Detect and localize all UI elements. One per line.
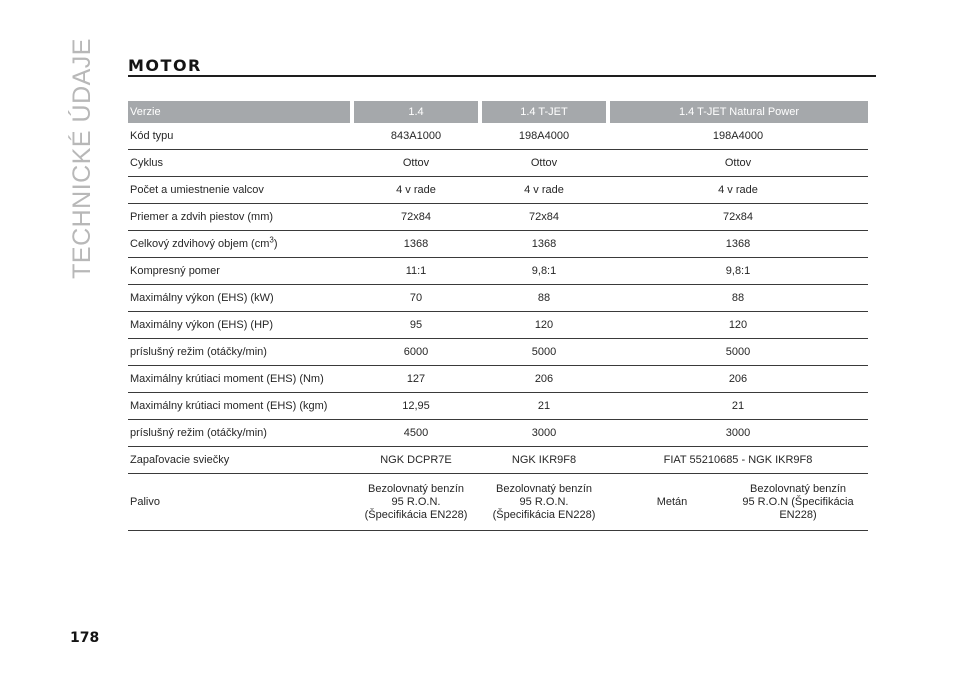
cell-value: 5000 bbox=[480, 339, 608, 366]
cell-value: 6000 bbox=[352, 339, 480, 366]
cell-value: 120 bbox=[480, 312, 608, 339]
fuel-line: 95 R.O.N (Špecifikácia bbox=[742, 495, 854, 508]
cell-value: 21 bbox=[608, 393, 868, 420]
cell-value: 3000 bbox=[480, 420, 608, 447]
row-label: Palivo bbox=[128, 474, 352, 531]
row-label: Celkový zdvihový objem $(cm^3)$ bbox=[128, 231, 352, 258]
fuel-line: Bezolovnatý benzín bbox=[749, 482, 846, 495]
fuel-line: Bezolovnatý benzín bbox=[495, 482, 592, 495]
fuel-line: (Špecifikácia EN228) bbox=[492, 508, 596, 521]
cell-value: Ottov bbox=[608, 150, 868, 177]
cell-value: 72x84 bbox=[352, 204, 480, 231]
table-row bbox=[128, 258, 868, 285]
cell-value: 72x84 bbox=[608, 204, 868, 231]
cell-value: NGK IKR9F8 bbox=[480, 447, 608, 474]
table-row bbox=[128, 447, 868, 474]
engine-spec-table bbox=[128, 101, 868, 531]
cell-value: 95 bbox=[352, 312, 480, 339]
cell-value: 1368 bbox=[480, 231, 608, 258]
page-number: 178 bbox=[70, 630, 100, 646]
title-divider bbox=[128, 75, 876, 77]
cell-value: 206 bbox=[480, 366, 608, 393]
fuel-petrol bbox=[732, 483, 864, 522]
chapter-title-vertical: TECHNICKÉ ÚDAJE bbox=[68, 38, 96, 279]
row-label: Priemer a zdvih piestov (mm) bbox=[128, 204, 352, 231]
row-label: Počet a umiestnenie valcov bbox=[128, 177, 352, 204]
fuel-col-3 bbox=[608, 474, 868, 531]
cell-value: 12,95 bbox=[352, 393, 480, 420]
table-row bbox=[128, 420, 868, 447]
fuel-col-2 bbox=[480, 474, 608, 531]
cell-value: Ottov bbox=[352, 150, 480, 177]
fuel-line: Bezolovnatý benzín bbox=[367, 482, 464, 495]
table-row bbox=[128, 150, 868, 177]
cell-value: FIAT 55210685 - NGK IKR9F8 bbox=[608, 447, 868, 474]
fuel-col-1 bbox=[352, 474, 480, 531]
row-label: Cyklus bbox=[128, 150, 352, 177]
fuel-line: (Špecifikácia EN228) bbox=[364, 508, 468, 521]
fuel-line: EN228) bbox=[779, 508, 817, 521]
cell-value: 206 bbox=[608, 366, 868, 393]
table-row bbox=[128, 285, 868, 312]
cell-value: NGK DCPR7E bbox=[352, 447, 480, 474]
table-row bbox=[128, 393, 868, 420]
header-col-2: 1.4 T-JET bbox=[480, 101, 608, 123]
row-label: príslušný režim (otáčky/min) bbox=[128, 339, 352, 366]
cell-value: 88 bbox=[608, 285, 868, 312]
cell-value: 11:1 bbox=[352, 258, 480, 285]
cell-value: 70 bbox=[352, 285, 480, 312]
cell-value: Ottov bbox=[480, 150, 608, 177]
table-row bbox=[128, 123, 868, 150]
cell-value: 198A4000 bbox=[608, 123, 868, 150]
table-row bbox=[128, 312, 868, 339]
row-label: Maximálny výkon (EHS) (kW) bbox=[128, 285, 352, 312]
table-row bbox=[128, 231, 868, 258]
cell-value: 21 bbox=[480, 393, 608, 420]
table-row-fuel bbox=[128, 474, 868, 531]
cell-value: 88 bbox=[480, 285, 608, 312]
fuel-line: 95 R.O.N. bbox=[391, 495, 441, 508]
cell-value: 4500 bbox=[352, 420, 480, 447]
cell-value: 4 v rade bbox=[352, 177, 480, 204]
cell-value: 843A1000 bbox=[352, 123, 480, 150]
row-label: Maximálny výkon (EHS) (HP) bbox=[128, 312, 352, 339]
cell-value: 1368 bbox=[352, 231, 480, 258]
row-label: Maximálny krútiaci moment (EHS) (kgm) bbox=[128, 393, 352, 420]
table-header-row bbox=[128, 101, 868, 123]
fuel-line: 95 R.O.N. bbox=[519, 495, 569, 508]
section-title: MOTOR bbox=[128, 56, 202, 75]
cell-value: 198A4000 bbox=[480, 123, 608, 150]
row-label: Maximálny krútiaci moment (EHS) (Nm) bbox=[128, 366, 352, 393]
cell-value: 5000 bbox=[608, 339, 868, 366]
table-row bbox=[128, 339, 868, 366]
cell-value: 1368 bbox=[608, 231, 868, 258]
cell-value: 4 v rade bbox=[480, 177, 608, 204]
cell-value: 3000 bbox=[608, 420, 868, 447]
header-col-1: 1.4 bbox=[352, 101, 480, 123]
unit-superscript: 3 bbox=[269, 234, 274, 244]
header-version: Verzie bbox=[128, 101, 352, 123]
table-row bbox=[128, 177, 868, 204]
fuel-methane: Metán bbox=[656, 495, 688, 508]
row-label: príslušný režim (otáčky/min) bbox=[128, 420, 352, 447]
row-label: Zapaľovacie sviečky bbox=[128, 447, 352, 474]
cell-value: 4 v rade bbox=[608, 177, 868, 204]
row-label: Kód typu bbox=[128, 123, 352, 150]
row-label: Kompresný pomer bbox=[128, 258, 352, 285]
cell-value: 127 bbox=[352, 366, 480, 393]
cell-value: 120 bbox=[608, 312, 868, 339]
cell-value: 9,8:1 bbox=[608, 258, 868, 285]
cell-value: 72x84 bbox=[480, 204, 608, 231]
table-row bbox=[128, 204, 868, 231]
cell-value: 9,8:1 bbox=[480, 258, 608, 285]
header-col-3: 1.4 T-JET Natural Power bbox=[608, 101, 868, 123]
table-row bbox=[128, 366, 868, 393]
